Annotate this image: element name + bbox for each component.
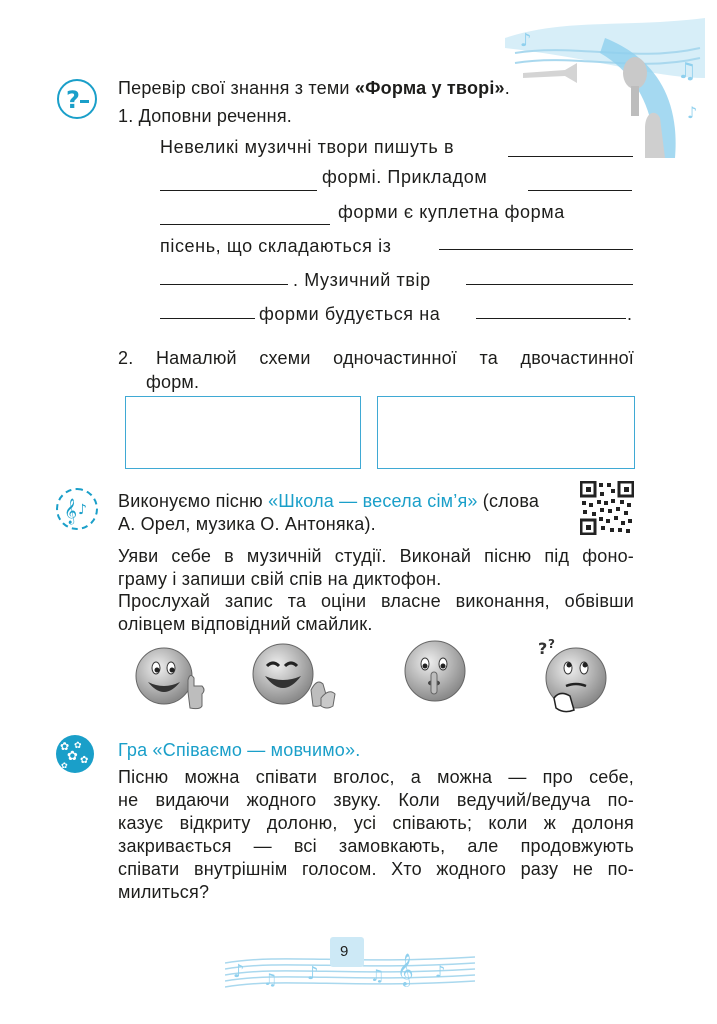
- smiley-shush-icon[interactable]: [402, 638, 468, 704]
- svg-text:♪: ♪: [78, 502, 87, 518]
- sentence-line-4: пісень, що складаються із: [160, 236, 392, 256]
- music-instruments-decoration: [505, 18, 705, 168]
- blank-8: [160, 318, 255, 319]
- game-line-3: казує відкриту долоню, усі співають; коли ж долоня: [118, 813, 634, 833]
- blank-3: [528, 190, 632, 191]
- blank-1: [508, 156, 633, 157]
- svg-text:♪: ♪: [687, 103, 698, 122]
- svg-text:♫: ♫: [370, 966, 385, 985]
- sentence-line-6: форми будується на: [259, 304, 441, 324]
- svg-text:♫: ♫: [263, 970, 278, 989]
- game-line-4: закривається — всі замовкають, але продовжують: [118, 836, 634, 856]
- drawing-box-two-part[interactable]: [377, 396, 635, 469]
- sentence-line-1: Невеликі музичні твори пишуть в: [160, 137, 455, 157]
- drawing-box-one-part[interactable]: [125, 396, 361, 469]
- svg-text:♫: ♫: [677, 59, 697, 84]
- svg-text:♪: ♪: [520, 30, 532, 51]
- svg-text:✿: ✿: [60, 740, 70, 753]
- svg-text:𝄞: 𝄞: [397, 953, 414, 986]
- question-icon: [57, 79, 97, 119]
- blank-5: [439, 249, 633, 250]
- svg-text:♪: ♪: [307, 963, 319, 984]
- task1-label: 1. Доповни речення.: [118, 106, 292, 126]
- svg-text:✿: ✿: [61, 761, 68, 770]
- instruction-line-3: Прослухай запис та оціни власне виконання, обвівши: [118, 591, 634, 611]
- sentence-line-3: форми є куплетна форма: [338, 202, 565, 222]
- singing-icon: [56, 488, 98, 530]
- smiley-thinking-icon[interactable]: [536, 634, 616, 714]
- song-title: «Школа — весела сім’я»: [268, 491, 478, 511]
- instruction-line-1: Уяви себе в музичній студії. Виконай пісню під фоно-: [118, 546, 634, 566]
- qr-code-icon[interactable]: [580, 481, 634, 535]
- section1-intro: Перевір свої знання з теми «Форма у творі».: [118, 78, 510, 98]
- game-line-1: Пісню можна співати вголос, а можна — про себе,: [118, 767, 634, 787]
- svg-text:?: ?: [548, 637, 555, 651]
- sentence-line-5: . Музичний твір: [293, 270, 431, 290]
- svg-text:?: ?: [66, 86, 80, 114]
- sentence-line-2: формі. Прикладом: [322, 167, 488, 187]
- svg-text:✿: ✿: [67, 749, 78, 764]
- instruction-line-4: олівцем відповідний смайлик.: [118, 614, 373, 634]
- blank-6: [160, 284, 288, 285]
- sentence-end: .: [627, 304, 633, 324]
- smiley-clapping-icon[interactable]: [247, 640, 339, 712]
- blank-9: [476, 318, 626, 319]
- svg-text:✿: ✿: [80, 755, 89, 766]
- smiley-thumbs-up-icon[interactable]: [132, 640, 208, 716]
- blank-4: [160, 224, 330, 225]
- game-line-5: співати внутрішнім голосом. Хто жодного разу не по-: [118, 859, 634, 879]
- svg-text:♪: ♪: [233, 961, 245, 982]
- song-line-1: Виконуємо пісню «Школа — весела сім’я» (слова: [118, 491, 540, 511]
- game-title: Гра «Співаємо — мовчимо».: [118, 740, 361, 760]
- svg-text:♪: ♪: [435, 962, 446, 981]
- svg-text:𝄞: 𝄞: [64, 499, 78, 524]
- game-line-6: милиться?: [118, 882, 210, 902]
- game-icon: [56, 735, 94, 773]
- instruction-line-2: граму і запиши свій спів на диктофон.: [118, 569, 442, 589]
- blank-2: [160, 190, 317, 191]
- task2-line2: форм.: [146, 372, 200, 392]
- svg-text:?: ?: [538, 639, 548, 658]
- svg-text:✿: ✿: [74, 741, 82, 751]
- page-number: 9: [340, 943, 349, 960]
- song-line-2: А. Орел, музика О. Антоняка).: [118, 514, 376, 534]
- game-line-2: не видаючи жодного звуку. Коли ведучий/ведуча по-: [118, 790, 634, 810]
- blank-7: [466, 284, 633, 285]
- task2-line1: 2. Намалюй схеми одночастинної та двочастинної: [118, 348, 634, 368]
